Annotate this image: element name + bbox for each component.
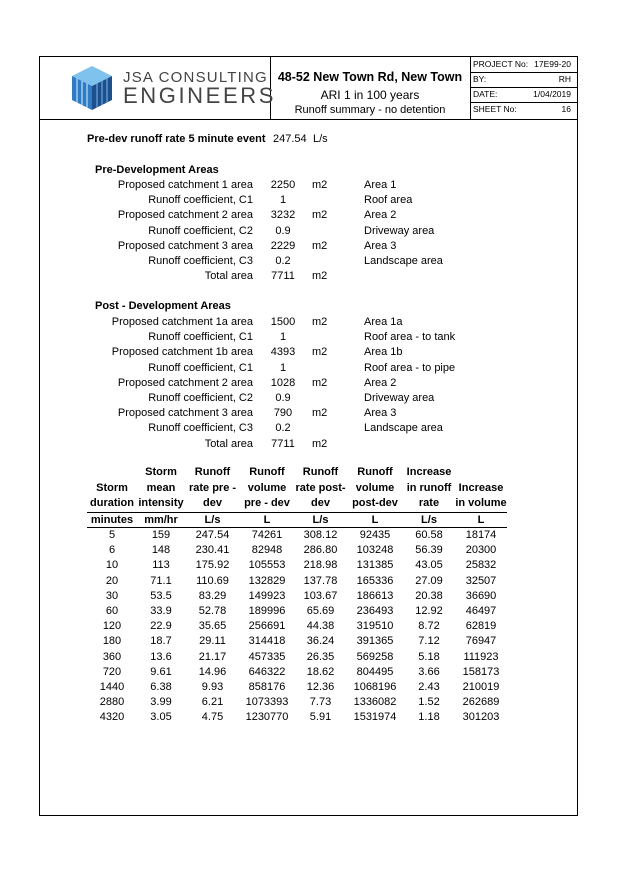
column-header: Runoff <box>194 466 231 478</box>
table-cell: 286.80 <box>303 544 338 557</box>
area-row-value: 1 <box>279 331 287 344</box>
area-row-value: 7711 <box>271 270 295 283</box>
table-cell: 1073393 <box>245 696 289 709</box>
area-row-value: 1 <box>279 361 287 374</box>
table-row <box>87 558 507 573</box>
area-row-label: Proposed catchment 2 area <box>117 209 253 222</box>
table-cell: 165336 <box>356 574 394 587</box>
area-row-value: 4393 <box>270 346 296 359</box>
area-row-label: Total area <box>204 437 253 450</box>
column-header: Storm <box>145 466 177 478</box>
area-row-description: Area 1a <box>364 316 403 328</box>
table-cell: 43.05 <box>415 559 443 572</box>
area-row-value: 1 <box>279 194 287 207</box>
area-row-description: Roof area - to tank <box>364 331 456 344</box>
table-cell: 3.05 <box>150 711 172 724</box>
table-cell: 71.1 <box>150 574 172 587</box>
table-cell: 1.52 <box>418 696 440 709</box>
table-cell: 1440 <box>99 680 125 693</box>
table-cell: 62819 <box>465 620 497 633</box>
table-cell: 646322 <box>248 665 286 678</box>
table-cell: 12.36 <box>306 680 335 693</box>
table-cell: 247.54 <box>195 529 230 542</box>
unit-cell: L/s <box>294 512 347 527</box>
column-header: volume <box>247 481 287 494</box>
table-cell: 18174 <box>465 529 497 542</box>
table-row <box>87 634 507 649</box>
area-row-unit: m2 <box>312 376 328 389</box>
area-row-value: 3232 <box>270 209 296 222</box>
table-cell: 20300 <box>465 544 497 557</box>
table-cell: 804495 <box>356 665 394 678</box>
table-cell: 4.75 <box>201 711 224 724</box>
unit-cell: L/s <box>185 512 240 527</box>
unit-cell: L <box>455 512 507 527</box>
column-header: Storm <box>96 481 128 494</box>
table-cell: 5.18 <box>418 650 440 663</box>
table-cell: 186613 <box>356 589 394 602</box>
area-row-label: Runoff coefficient, C2 <box>148 224 253 237</box>
sheet-subtitle: Runoff summary - no detention <box>294 104 446 116</box>
table-row <box>87 664 507 679</box>
table-header-row <box>87 496 507 512</box>
table-cell: 230.41 <box>195 544 230 557</box>
area-row-description: Area 3 <box>364 407 397 420</box>
table-cell: 131385 <box>356 559 394 572</box>
area-row-label: Runoff coefficient, C3 <box>148 255 253 267</box>
table-cell: 83.29 <box>198 589 227 602</box>
area-row-description: Roof area - to pipe <box>364 361 456 374</box>
area-row-description: Area 2 <box>364 376 397 389</box>
table-cell: 26.35 <box>306 650 335 663</box>
table-cell: 36690 <box>465 589 497 602</box>
area-row-unit: m2 <box>312 209 328 222</box>
table-header-row <box>87 465 507 481</box>
area-row-description: Area 1b <box>364 346 403 359</box>
area-row-label: Runoff coefficient, C1 <box>148 331 253 344</box>
table-cell: 1230770 <box>245 711 289 724</box>
table-cell: 4320 <box>99 711 125 724</box>
area-row-unit: m2 <box>312 179 328 191</box>
table-cell: 12.92 <box>415 605 443 618</box>
area-row-value: 0.9 <box>275 224 291 237</box>
table-cell: 159 <box>151 529 171 542</box>
unit-cell: L <box>347 512 403 527</box>
table-cell: 120 <box>102 620 122 633</box>
table-cell: 29.11 <box>199 635 226 648</box>
table-cell: 20.38 <box>415 589 443 602</box>
pre-dev-heading: Pre-Development Areas <box>95 164 219 176</box>
table-cell: 103248 <box>356 544 394 557</box>
table-cell: 1531974 <box>353 711 397 724</box>
table-cell: 113 <box>152 559 170 572</box>
column-header: duration <box>90 497 134 509</box>
area-row-label: Proposed catchment 1b area <box>111 346 253 359</box>
area-row-description: Landscape area <box>364 255 443 267</box>
predev-rate-value: 247.54 <box>273 133 307 145</box>
ari-label: ARI 1 in 100 years <box>320 88 420 102</box>
table-cell: 6 <box>108 544 116 557</box>
company-name-line2: ENGINEERS <box>123 83 276 108</box>
column-header: dev <box>203 497 222 509</box>
table-cell: 189996 <box>248 605 286 618</box>
area-row-value: 2229 <box>270 239 296 252</box>
area-row-label: Runoff coefficient, C1 <box>148 361 253 374</box>
table-cell: 22.9 <box>150 620 172 633</box>
table-row <box>87 527 507 543</box>
table-cell: 137.78 <box>303 574 338 587</box>
area-row-label: Proposed catchment 3 area <box>117 239 253 252</box>
table-cell: 457335 <box>248 650 286 663</box>
area-row-description: Area 3 <box>364 239 397 252</box>
area-row-unit: m2 <box>312 407 328 420</box>
unit-cell: mm/hr <box>137 512 185 527</box>
area-row-label: Proposed catchment 3 area <box>117 407 253 420</box>
table-cell: 21.17 <box>198 650 227 663</box>
table-cell: 308.12 <box>303 529 338 542</box>
table-cell: 210019 <box>462 680 500 693</box>
table-cell: 33.9 <box>150 605 172 618</box>
area-row-description: Area 2 <box>364 209 397 222</box>
table-cell: 301203 <box>462 711 500 724</box>
table-cell: 6.21 <box>201 696 224 709</box>
table-cell: 18.62 <box>306 665 335 678</box>
table-row <box>87 619 507 634</box>
table-cell: 32507 <box>465 574 497 587</box>
meta-row-date: DATE: 1/04/2019 <box>470 87 577 103</box>
area-row-value: 7711 <box>271 437 295 450</box>
table-cell: 8.72 <box>418 620 440 633</box>
area-row-label: Total area <box>204 270 253 283</box>
table-cell: 60 <box>105 605 119 618</box>
table-cell: 158173 <box>462 665 500 678</box>
table-cell: 2880 <box>99 696 125 709</box>
area-row-value: 0.9 <box>275 392 291 404</box>
table-cell: 132829 <box>248 574 286 587</box>
table-cell: 74261 <box>251 529 283 542</box>
column-header: volume <box>355 481 395 494</box>
column-header: Runoff <box>249 466 285 478</box>
table-cell: 25832 <box>465 559 497 572</box>
unit-cell: L/s <box>403 512 455 527</box>
table-row <box>87 695 507 710</box>
table-row <box>87 603 507 618</box>
project-meta <box>470 57 577 119</box>
table-row <box>87 649 507 664</box>
table-cell: 7.73 <box>309 696 332 709</box>
table-cell: 218.98 <box>303 559 338 572</box>
column-header: pre - dev <box>244 497 290 509</box>
table-row <box>87 543 507 558</box>
predev-rate-label: Pre-dev runoff rate 5 minute event <box>87 133 266 145</box>
column-header: Runoff <box>357 466 393 478</box>
area-row-value: 1028 <box>270 376 296 389</box>
table-cell: 148 <box>151 544 171 557</box>
table-cell: 5 <box>108 529 116 542</box>
area-row-value: 1500 <box>270 316 296 328</box>
table-cell: 1068196 <box>353 680 397 693</box>
table-cell: 103.67 <box>303 589 338 602</box>
table-cell: 2.43 <box>418 680 440 693</box>
title-block <box>40 57 577 120</box>
table-cell: 92435 <box>359 529 391 542</box>
predev-rate-unit: L/s <box>313 133 328 145</box>
area-row-label: Runoff coefficient, C3 <box>148 422 253 435</box>
table-cell: 27.09 <box>415 574 443 587</box>
table-cell: 3.99 <box>150 696 172 709</box>
table-cell: 391365 <box>356 635 394 648</box>
area-row-value: 790 <box>273 407 293 420</box>
table-cell: 360 <box>102 650 122 663</box>
table-cell: 6.38 <box>150 680 172 693</box>
area-row-description: Driveway area <box>364 392 435 404</box>
table-cell: 111923 <box>463 650 499 663</box>
column-header: in volume <box>455 497 507 509</box>
table-cell: 30 <box>105 589 119 602</box>
column-header <box>87 465 137 481</box>
area-row-description: Driveway area <box>364 224 435 237</box>
table-row <box>87 573 507 588</box>
column-header: Increase <box>406 466 452 478</box>
area-row-label: Runoff coefficient, C1 <box>148 194 253 207</box>
table-cell: 60.58 <box>415 529 443 542</box>
table-cell: 76947 <box>465 635 497 648</box>
table-cell: 1.18 <box>418 711 440 724</box>
table-cell: 5.91 <box>309 711 332 724</box>
table-cell: 53.5 <box>150 589 172 602</box>
area-row-unit: m2 <box>312 316 328 328</box>
column-header: Increase <box>458 481 504 494</box>
column-header: in runoff <box>406 481 452 494</box>
table-cell: 314418 <box>248 635 286 648</box>
area-row-value: 0.2 <box>275 255 291 267</box>
table-cell: 149923 <box>248 589 286 602</box>
column-header: post-dev <box>352 497 398 509</box>
table-cell: 3.66 <box>418 665 440 678</box>
table-cell: 9.93 <box>201 680 224 693</box>
table-cell: 9.61 <box>150 665 172 678</box>
column-header: rate pre - <box>188 481 237 494</box>
area-row-description: Landscape area <box>364 422 443 435</box>
table-cell: 44.38 <box>306 620 335 633</box>
area-row-unit: m2 <box>312 270 328 283</box>
table-cell: 82948 <box>251 544 283 557</box>
cube-logo-icon <box>68 64 116 112</box>
table-cell: 7.12 <box>418 635 440 648</box>
runoff-summary-table <box>87 465 507 725</box>
table-cell: 14.96 <box>198 665 227 678</box>
table-cell: 105553 <box>248 559 286 572</box>
meta-row-by: BY: RH <box>470 72 577 88</box>
table-cell: 52.78 <box>198 605 227 618</box>
unit-cell: minutes <box>87 512 137 527</box>
area-row-unit: m2 <box>312 239 328 252</box>
area-row-label: Proposed catchment 2 area <box>117 376 253 389</box>
column-header: intensity <box>138 497 184 509</box>
unit-cell: L <box>240 512 294 527</box>
table-cell: 180 <box>102 635 122 648</box>
table-cell: 720 <box>102 665 122 678</box>
table-cell: 256691 <box>248 620 286 633</box>
column-header: mean <box>146 481 176 494</box>
column-header: rate <box>418 497 440 509</box>
table-units-row <box>87 512 507 527</box>
table-cell: 10 <box>105 559 119 572</box>
area-row-value: 2250 <box>270 179 296 191</box>
table-cell: 236493 <box>356 605 394 618</box>
project-address: 48-52 New Town Rd, New Town <box>277 70 463 84</box>
area-row-unit: m2 <box>312 346 328 359</box>
table-row <box>87 588 507 603</box>
column-header <box>455 465 507 481</box>
table-cell: 319510 <box>356 620 394 633</box>
area-row-unit: m2 <box>312 437 328 450</box>
area-row-value: 0.2 <box>275 422 291 435</box>
table-cell: 858176 <box>248 680 286 693</box>
area-row-label: Proposed catchment 1 area <box>117 179 253 191</box>
table-cell: 46497 <box>465 605 497 618</box>
area-row-label: Runoff coefficient, C2 <box>148 392 253 404</box>
table-cell: 1336082 <box>353 696 397 709</box>
table-cell: 262689 <box>462 696 500 709</box>
meta-row-project: PROJECT No: 17E99-20 <box>470 57 577 73</box>
table-cell: 56.39 <box>415 544 443 557</box>
company-logo <box>40 57 276 119</box>
column-header: rate post- <box>295 481 346 494</box>
table-cell: 65.69 <box>306 605 335 618</box>
table-cell: 569258 <box>356 650 394 663</box>
table-row <box>87 679 507 694</box>
table-cell: 18.7 <box>150 635 172 648</box>
column-header: Runoff <box>302 466 339 478</box>
table-cell: 110.69 <box>196 574 229 587</box>
table-cell: 20 <box>105 574 119 587</box>
area-row-label: Proposed catchment 1a area <box>111 316 253 328</box>
post-dev-heading: Post - Development Areas <box>95 300 231 312</box>
meta-row-sheet: SHEET No: 16 <box>473 104 571 114</box>
table-cell: 36.24 <box>306 635 335 648</box>
table-cell: 35.65 <box>198 620 227 633</box>
column-header: dev <box>311 497 330 509</box>
area-row-description: Roof area <box>364 194 413 207</box>
table-cell: 175.92 <box>195 559 230 572</box>
table-cell: 13.6 <box>150 650 172 663</box>
area-row-description: Area 1 <box>364 179 397 191</box>
table-row <box>87 710 507 725</box>
company-name-line1: JSA CONSULTING <box>123 69 268 86</box>
project-title-box <box>270 57 471 119</box>
table-header-row <box>87 481 507 497</box>
